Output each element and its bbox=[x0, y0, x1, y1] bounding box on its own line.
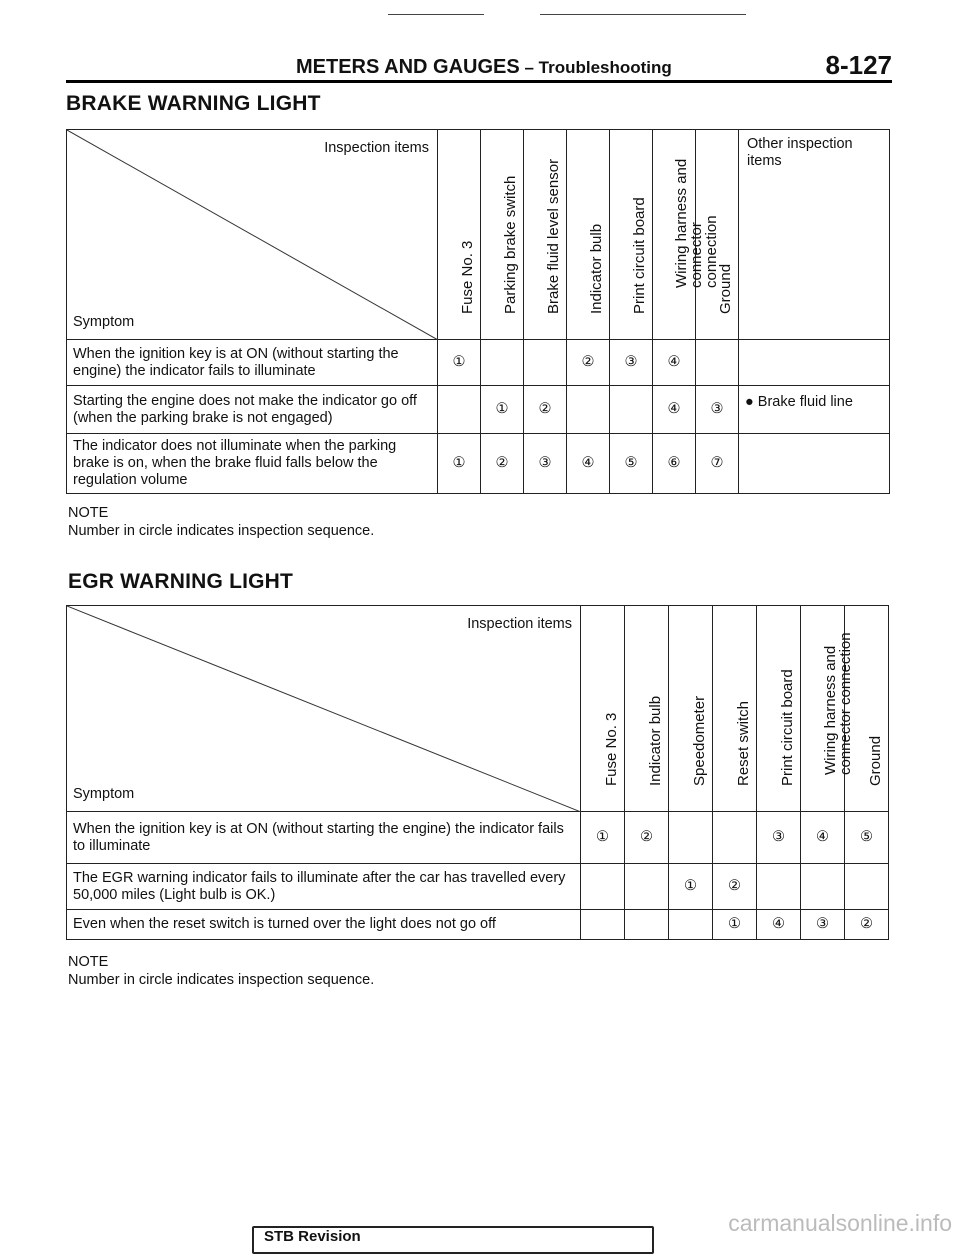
col-header bbox=[567, 130, 610, 340]
title-dash: – bbox=[519, 58, 539, 77]
top-rule-right bbox=[540, 14, 746, 15]
diagonal-line bbox=[67, 606, 581, 812]
col-print-circuit-board: Print circuit board bbox=[778, 669, 796, 786]
mark-cell: ② bbox=[845, 910, 889, 940]
other-cell bbox=[739, 434, 890, 494]
col-header bbox=[713, 606, 757, 812]
mark-cell bbox=[696, 340, 739, 386]
col-header bbox=[524, 130, 567, 340]
mark-cell bbox=[581, 864, 625, 910]
col-indicator-bulb: Indicator bulb bbox=[588, 223, 605, 314]
mark-cell: ① bbox=[481, 386, 524, 434]
mark-cell bbox=[567, 386, 610, 434]
note-text: Number in circle indicates inspection sequence. bbox=[68, 972, 375, 988]
note-title: NOTE bbox=[68, 505, 109, 521]
mark-cell: ③ bbox=[696, 386, 739, 434]
mark-cell bbox=[757, 864, 801, 910]
mark-cell: ① bbox=[438, 340, 481, 386]
mark-cell: ④ bbox=[653, 340, 696, 386]
mark-cell bbox=[438, 386, 481, 434]
mark-cell bbox=[845, 864, 889, 910]
mark-cell: ⑦ bbox=[696, 434, 739, 494]
mark-cell: ④ bbox=[757, 910, 801, 940]
inspection-items-label: Inspection items bbox=[467, 616, 572, 632]
egr-header-row bbox=[67, 606, 889, 812]
table-row bbox=[67, 434, 890, 494]
col-header bbox=[801, 606, 854, 812]
table-row bbox=[67, 386, 890, 434]
col-header bbox=[757, 606, 801, 812]
section-name: METERS AND GAUGES bbox=[296, 56, 520, 78]
table-row bbox=[67, 812, 889, 864]
mark-cell bbox=[713, 812, 757, 864]
mark-cell bbox=[669, 910, 713, 940]
table-row bbox=[67, 340, 890, 386]
inspection-items-label: Inspection items bbox=[324, 140, 429, 156]
col-fuse: Fuse No. 3 bbox=[459, 240, 476, 314]
table-row bbox=[67, 864, 889, 910]
page-header bbox=[66, 52, 892, 83]
symptom-label: Symptom bbox=[73, 786, 135, 802]
page-title bbox=[296, 56, 672, 79]
note-title: NOTE bbox=[68, 954, 109, 970]
mark-cell bbox=[524, 340, 567, 386]
mark-cell: ② bbox=[713, 864, 757, 910]
mark-cell: ② bbox=[481, 434, 524, 494]
col-wiring-harness: Wiring harness and connector connection bbox=[673, 158, 720, 288]
mark-cell: ② bbox=[567, 340, 610, 386]
other-inspection-header: Other inspection items bbox=[739, 130, 890, 340]
mark-cell: ⑥ bbox=[653, 434, 696, 494]
mark-cell: ⑤ bbox=[845, 812, 889, 864]
col-indicator-bulb: Indicator bulb bbox=[646, 695, 664, 786]
col-print-circuit-board: Print circuit board bbox=[631, 197, 648, 314]
mark-cell bbox=[801, 864, 845, 910]
col-header bbox=[438, 130, 481, 340]
top-rule-left bbox=[388, 14, 484, 15]
egr-section-title: EGR WARNING LIGHT bbox=[68, 570, 294, 593]
symptom-cell: The indicator does not illuminate when the parking brake is on, when the brake fluid falls below the regulation volume bbox=[67, 434, 438, 494]
col-header bbox=[610, 130, 653, 340]
brake-section-title: BRAKE WARNING LIGHT bbox=[66, 92, 321, 115]
brake-table bbox=[66, 129, 890, 494]
mark-cell bbox=[625, 864, 669, 910]
diagonal-line bbox=[67, 130, 438, 340]
brake-header-row bbox=[67, 130, 890, 340]
mark-cell: ③ bbox=[801, 910, 845, 940]
page-number: 8-127 bbox=[825, 50, 892, 80]
mark-cell: ① bbox=[713, 910, 757, 940]
symptom-label: Symptom bbox=[73, 314, 135, 330]
col-speedometer: Speedometer bbox=[690, 695, 708, 786]
mark-cell: ④ bbox=[567, 434, 610, 494]
symptom-cell: The EGR warning indicator fails to illuminate after the car has travelled every 50,000 miles (Light bulb is OK.) bbox=[67, 864, 581, 910]
mark-cell bbox=[610, 386, 653, 434]
mark-cell bbox=[669, 812, 713, 864]
col-ground: Ground bbox=[717, 263, 734, 314]
col-header bbox=[653, 130, 720, 340]
subsection-name: Troubleshooting bbox=[538, 58, 672, 77]
mark-cell: ② bbox=[524, 386, 567, 434]
egr-corner-cell bbox=[67, 606, 581, 812]
col-header bbox=[845, 606, 889, 812]
mark-cell: ③ bbox=[757, 812, 801, 864]
col-header bbox=[581, 606, 625, 812]
col-reset-switch: Reset switch bbox=[734, 700, 752, 786]
col-wiring-harness: Wiring harness and connector connection bbox=[821, 632, 854, 775]
mark-cell: ⑤ bbox=[610, 434, 653, 494]
symptom-cell: Even when the reset switch is turned over the light does not go off bbox=[67, 910, 581, 940]
col-header bbox=[625, 606, 669, 812]
col-header bbox=[669, 606, 713, 812]
egr-table bbox=[66, 605, 889, 940]
mark-cell bbox=[481, 340, 524, 386]
symptom-cell: When the ignition key is at ON (without starting the engine) the indicator fails to illuminate bbox=[67, 340, 438, 386]
mark-cell bbox=[581, 910, 625, 940]
mark-cell: ③ bbox=[610, 340, 653, 386]
mark-cell: ④ bbox=[653, 386, 696, 434]
col-fuse: Fuse No. 3 bbox=[602, 712, 620, 786]
col-ground: Ground bbox=[866, 735, 884, 786]
note-text: Number in circle indicates inspection sequence. bbox=[68, 523, 375, 539]
col-header bbox=[481, 130, 524, 340]
brake-corner-cell bbox=[67, 130, 438, 340]
egr-note bbox=[68, 953, 374, 989]
site-watermark: carmanualsonline.info bbox=[728, 1210, 952, 1236]
mark-cell: ① bbox=[581, 812, 625, 864]
mark-cell: ② bbox=[625, 812, 669, 864]
mark-cell: ① bbox=[669, 864, 713, 910]
col-parking-brake-switch: Parking brake switch bbox=[502, 175, 519, 314]
brake-note bbox=[68, 504, 374, 540]
other-cell bbox=[739, 340, 890, 386]
mark-cell bbox=[625, 910, 669, 940]
table-row bbox=[67, 910, 889, 940]
symptom-cell: Starting the engine does not make the indicator go off (when the parking brake is not engaged) bbox=[67, 386, 438, 434]
col-header bbox=[696, 130, 739, 340]
col-brake-fluid-sensor: Brake fluid level sensor bbox=[545, 158, 562, 314]
symptom-cell: When the ignition key is at ON (without starting the engine) the indicator fails to illuminate bbox=[67, 812, 581, 864]
revision-stamp: STB Revision bbox=[252, 1226, 654, 1254]
mark-cell: ① bbox=[438, 434, 481, 494]
mark-cell: ③ bbox=[524, 434, 567, 494]
mark-cell: ④ bbox=[801, 812, 845, 864]
other-cell: ● Brake fluid line bbox=[739, 386, 890, 434]
